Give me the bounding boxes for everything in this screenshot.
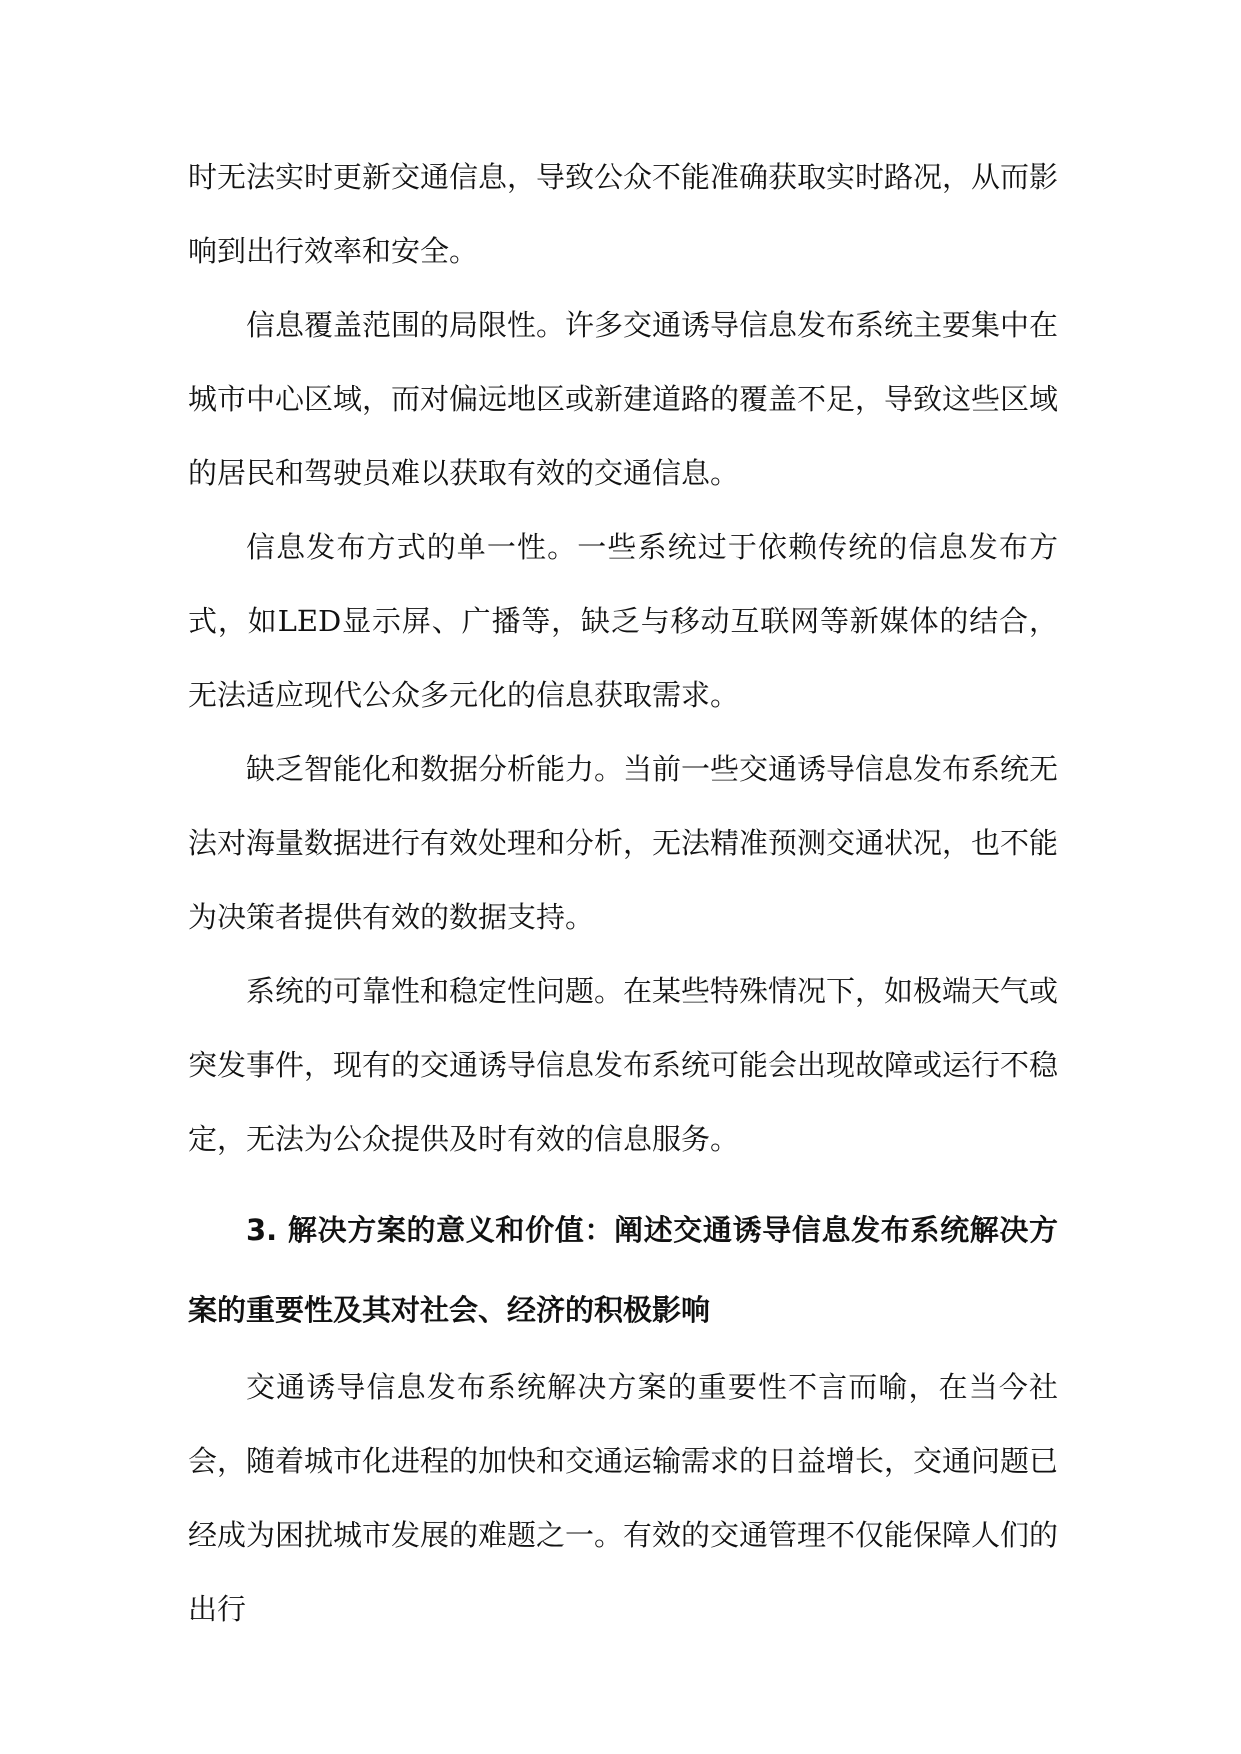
paragraph-continuation: 时无法实时更新交通信息，导致公众不能准确获取实时路况，从而影响到出行效率和安全。 [188, 160, 1059, 268]
paragraph-reliability: 系统的可靠性和稳定性问题。在某些特殊情况下，如极端天气或突发事件，现有的交通诱导信息发布系统可能会出现故障或运行不稳定，无法为公众提供及时有效的信息服务。 [188, 974, 1059, 1156]
paragraph-lack-intelligence: 缺乏智能化和数据分析能力。当前一些交通诱导信息发布系统无法对海量数据进行有效处理和分析，无法精准预测交通状况，也不能为决策者提供有效的数据支持。 [188, 752, 1059, 934]
section-heading: 3. 解决方案的意义和价值：阐述交通诱导信息发布系统解决方案的重要性及其对社会、经济的积极影响 [188, 1213, 1058, 1327]
document-body [188, 140, 1058, 1646]
paragraph-coverage-limitation: 信息覆盖范围的局限性。许多交通诱导信息发布系统主要集中在城市中心区域，而对偏远地区或新建道路的覆盖不足，导致这些区域的居民和驾驶员难以获取有效的交通信息。 [188, 308, 1059, 490]
paragraph-importance: 交通诱导信息发布系统解决方案的重要性不言而喻，在当今社会，随着城市化进程的加快和交通运输需求的日益增长，交通问题已经成为困扰城市发展的难题之一。有效的交通管理不仅能保障人们的出行 [188, 1370, 1059, 1626]
paragraph-single-method: 信息发布方式的单一性。一些系统过于依赖传统的信息发布方式，如LED显示屏、广播等，缺乏与移动互联网等新媒体的结合，无法适应现代公众多元化的信息获取需求。 [188, 530, 1058, 712]
